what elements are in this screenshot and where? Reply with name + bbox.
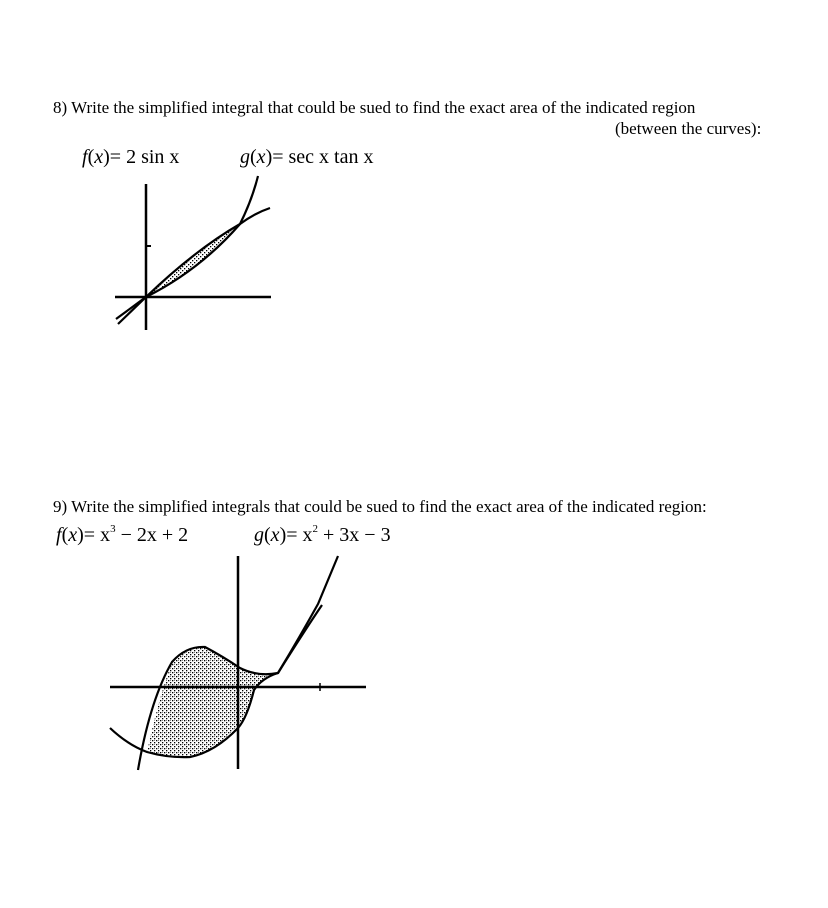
problem-8-g-formula: g(x)= sec x tan x <box>240 146 374 168</box>
shaded-region <box>146 224 240 297</box>
g-curve <box>110 605 322 757</box>
g-argument: x <box>256 146 266 168</box>
f-term-2: − 2x + 2 <box>115 524 189 546</box>
g-symbol: g <box>240 146 250 168</box>
problem-8-prompt: 8) Write the simplified integral that could be sued to find the exact area of the indicated region <box>53 98 696 117</box>
problem-9-g-formula: $g(x)= x^2 + 3x - 3$ <box>254 523 391 546</box>
f-expression: = 2 sin x <box>109 146 180 168</box>
f-curve <box>116 208 270 319</box>
shaded-region-left <box>147 647 278 757</box>
g-exponent: 2 <box>312 523 319 535</box>
problem-9-f-formula: $f(x)= x^3 - 2x + 2$ <box>56 523 189 546</box>
problem-8-prompt-continued: (between the curves): <box>615 119 762 138</box>
shaded-region-right <box>278 604 318 673</box>
problem-9-prompt: 9) Write the simplified integrals that could be sued to find the exact area of the indicated region: <box>53 497 707 516</box>
g-symbol: g <box>254 524 264 546</box>
g-expression: = sec x tan x <box>272 146 374 168</box>
g-argument: x <box>270 524 280 546</box>
f-term-1: = x <box>83 524 111 546</box>
g-curve <box>118 176 258 324</box>
f-exponent: 3 <box>110 523 116 535</box>
g-term-2: + 3x − 3 <box>318 524 391 546</box>
f-symbol: f <box>56 524 62 546</box>
problem-8-f-formula: f(x)= 2 sin x <box>82 146 180 168</box>
g-term-1: = x <box>286 524 313 546</box>
f-curve <box>138 556 338 770</box>
f-symbol: f <box>82 146 88 168</box>
f-argument: x <box>94 146 104 168</box>
f-argument: x <box>68 524 78 546</box>
